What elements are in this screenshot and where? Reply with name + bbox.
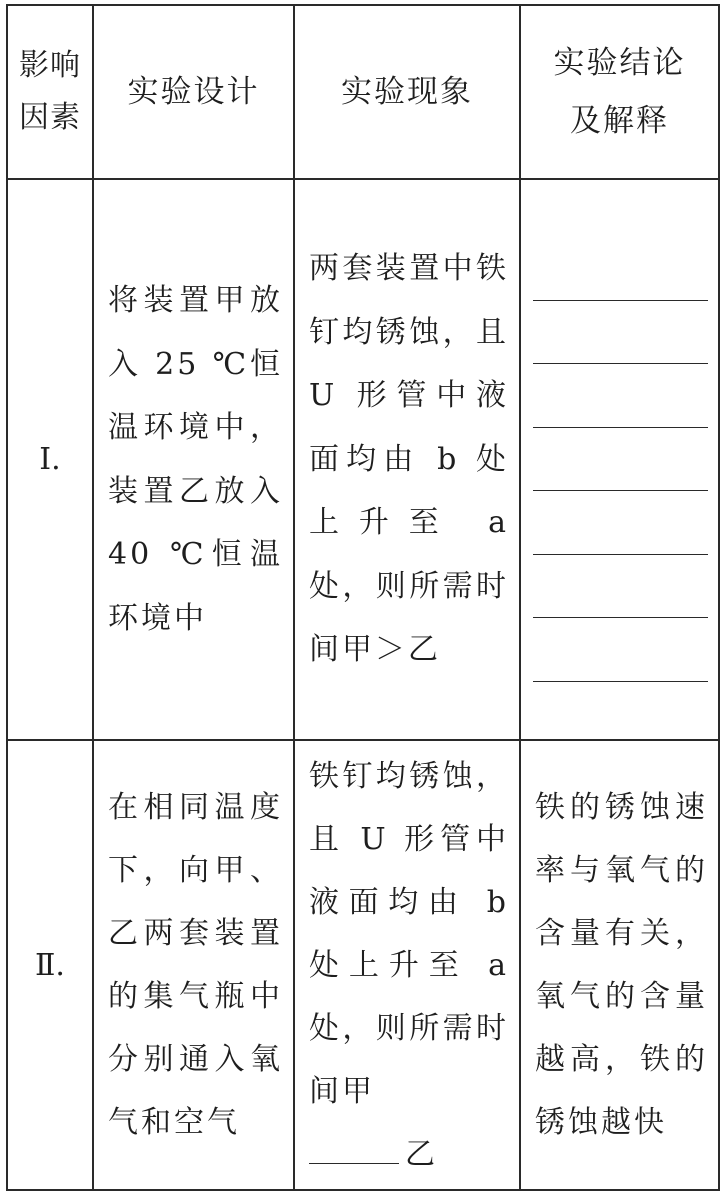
answer-blank-line[interactable] <box>533 301 708 365</box>
phenomenon-cell-1 <box>294 179 520 740</box>
header-conclusion-line1: 实验结论 <box>553 45 686 81</box>
conclusion-cell-2 <box>520 740 719 1190</box>
header-phenomenon: 实验现象 <box>294 5 520 179</box>
answer-blank-line[interactable] <box>533 555 708 619</box>
phenomenon-text-1: 两套装置中铁钉均锈蚀，且 U 形管中液面均由 b 处上升至 a 处，则所需时间甲＞乙 <box>309 251 509 668</box>
header-conclusion <box>520 5 719 179</box>
design-cell-1 <box>93 179 294 740</box>
conclusion-answer-lines <box>521 237 718 682</box>
experiment-table <box>6 4 720 1191</box>
phenomenon-text-2 <box>295 745 519 1186</box>
header-factor-label: 影响因素 <box>19 48 81 135</box>
answer-blank-line[interactable] <box>533 491 708 555</box>
phenomenon-text-2-before: 铁钉均锈蚀，且 U 形管中液面均由 b 处上升至 a 处，则所需时间甲 <box>309 758 509 1109</box>
design-text-1: 将装置甲放入 25 ℃恒温环境中，装置乙放入 40 ℃恒温环境中 <box>108 283 283 636</box>
design-text-2: 在相同温度下，向甲、乙两套装置的集气瓶中分别通入氧气和空气 <box>108 790 283 1140</box>
table-row <box>7 740 719 1190</box>
header-conclusion-line2: 及解释 <box>570 103 669 139</box>
table-header-row <box>7 5 719 179</box>
design-cell-2 <box>93 740 294 1190</box>
phenomenon-answer-blank[interactable] <box>309 1133 399 1164</box>
factor-cell-2: Ⅱ. <box>7 740 93 1190</box>
phenomenon-text-2-after: 乙 <box>405 1136 438 1172</box>
answer-blank-line[interactable] <box>533 237 708 301</box>
answer-blank-line[interactable] <box>533 618 708 682</box>
factor-cell-1: Ⅰ. <box>7 179 93 740</box>
phenomenon-cell-2 <box>294 740 520 1190</box>
conclusion-text-2: 铁的锈蚀速率与氧气的含量有关，氧气的含量越高，铁的锈蚀越快 <box>535 790 708 1140</box>
header-design: 实验设计 <box>93 5 294 179</box>
conclusion-cell-1 <box>520 179 719 740</box>
answer-blank-line[interactable] <box>533 364 708 428</box>
header-factor <box>7 5 93 179</box>
answer-blank-line[interactable] <box>533 428 708 492</box>
table-row <box>7 179 719 740</box>
